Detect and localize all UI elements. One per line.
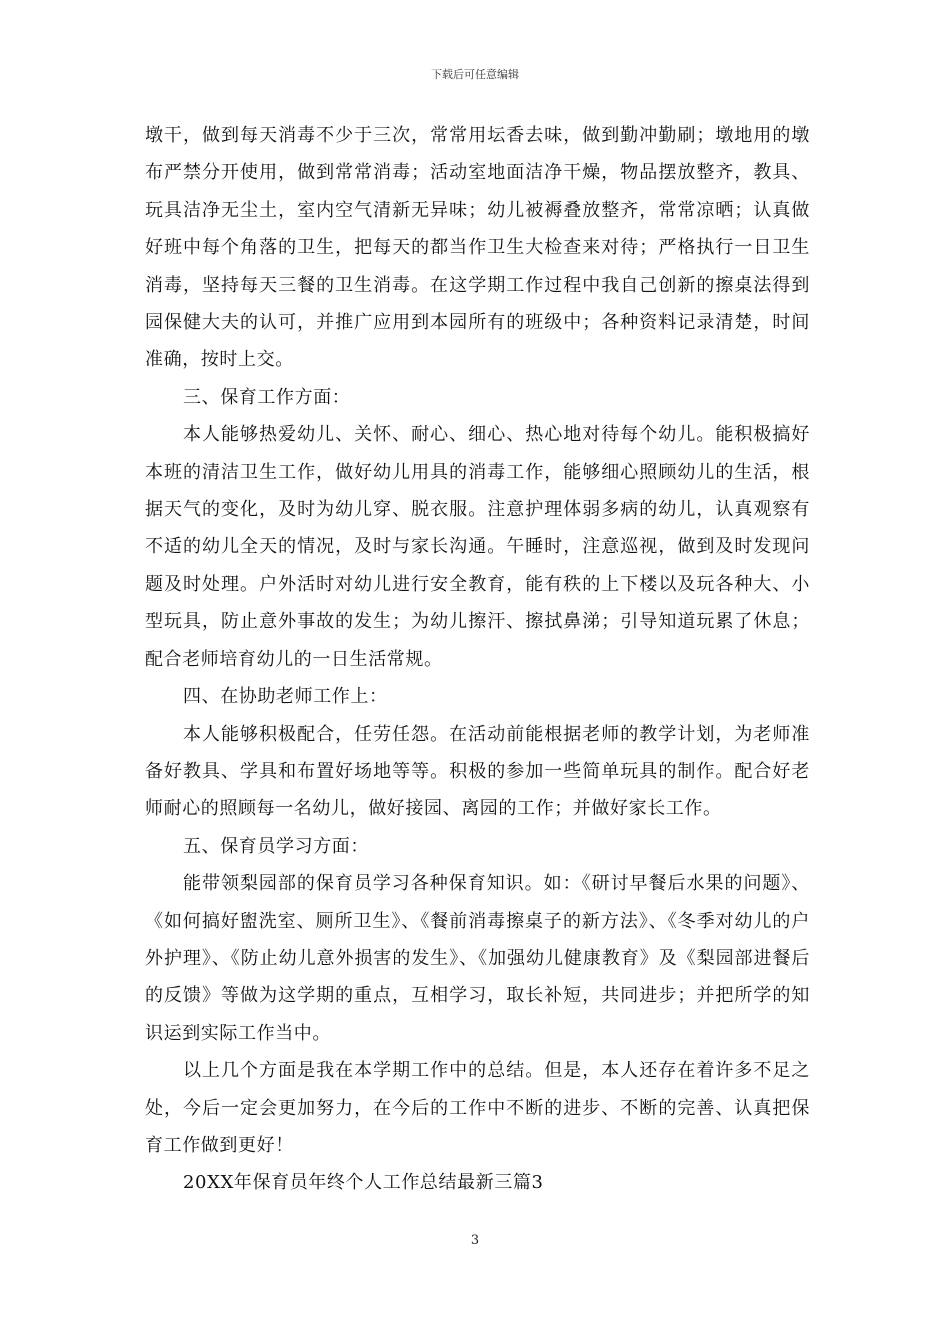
paragraph-childcare: 本人能够热爱幼儿、关怀、耐心、细心、热心地对待每个幼儿。能积极搞好本班的清洁卫生工作，做好幼儿用具的消毒工作，能够细心照顾幼儿的生活，根据天气的变化，及时为幼儿穿、脱衣服。注意护理体弱多病的幼儿，认真观察有不适的幼儿全天的情况，及时与家长沟通。午睡时，注意巡视，做到及时发现问题及时处理。户外活时对幼儿进行安全教育，能有秩的上下楼以及玩各种大、小型玩具，防止意外事故的发生；为幼儿擦汗、擦拭鼻涕；引导知道玩累了休息；配合老师培育幼儿的一日生活常规。 <box>145 424 810 670</box>
page-header: 下载后可任意编辑 <box>431 68 519 81</box>
paragraph-conclusion: 以上几个方面是我在本学期工作中的总结。但是，本人还存在着许多不足之处，今后一定会更加努力，在今后的工作中不断的进步、不断的完善、认真把保育工作做到更好！ <box>145 1060 810 1156</box>
section-heading-assist-teacher: 四、在协助老师工作上： <box>183 686 388 708</box>
paragraph-hygiene-continued: 墩干，做到每天消毒不少于三次，常常用坛香去味，做到勤冲勤刷；墩地用的墩布严禁分开使用，做到常常消毒；活动室地面洁净干燥，物品摆放整齐，教具、玩具洁净无尘土，室内空气清新无异味；幼儿被褥叠放整齐，常常凉晒；认真做好班中每个角落的卫生，把每天的都当作卫生大检查来对待；严格执行一日卫生消毒，坚持每天三餐的卫生消毒。在这学期工作过程中我自己创新的擦桌法得到园保健大夫的认可，并推广应用到本园所有的班级中；各种资料记录清楚，时间准确，按时上交。 <box>145 125 810 371</box>
paragraph-assist-teacher: 本人能够积极配合，任劳任怨。在活动前能根据老师的教学计划，为老师准备好教具、学具和布置好场地等等。积极的参加一些简单玩具的制作。配合好老师耐心的照顾每一名幼儿，做好接园、离园的工作；并做好家长工作。 <box>145 723 810 820</box>
section-heading-childcare: 三、保育工作方面： <box>183 386 351 408</box>
section-heading-study: 五、保育员学习方面： <box>183 835 369 857</box>
page-number: 3 <box>470 1233 480 1248</box>
document-body <box>145 117 810 1202</box>
next-article-title: 20XX年保育员年终个人工作总结最新三篇3 <box>183 1172 544 1194</box>
paragraph-study: 能带领梨园部的保育员学习各种保育知识。如：《研讨早餐后水果的问题》、《如何搞好盥洗室、厕所卫生》、《餐前消毒擦桌子的新方法》、《冬季对幼儿的户外护理》、《防止幼儿意外损害的发生》、《加强幼儿健康教育》及《梨园部进餐后的反馈》等做为这学期的重点，互相学习，取长补短，共同进步；并把所学的知识运到实际工作当中。 <box>145 873 810 1044</box>
